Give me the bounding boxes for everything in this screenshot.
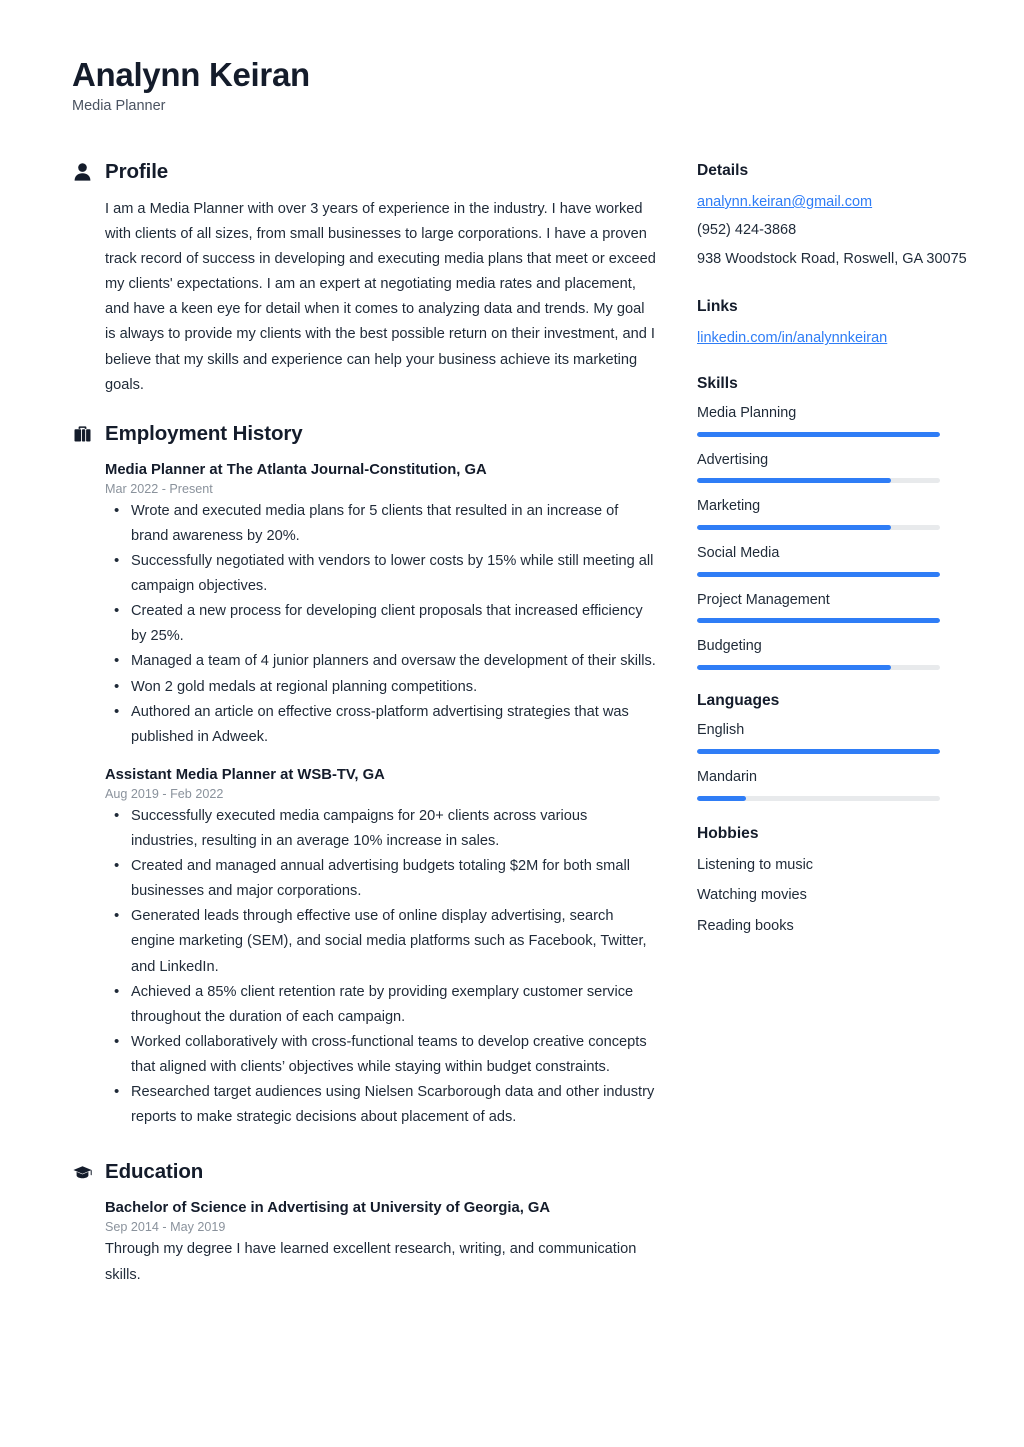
section-employment-body [72,459,657,1131]
skill-bar-fill [697,478,891,483]
employment-entry-title: Assistant Media Planner at WSB-TV, GA [105,766,385,783]
sidebar-links-title: Links [697,298,738,316]
section-profile-title: Profile [105,159,169,183]
list-item: • Wrote and executed media plans for 5 clients that resulted in an increase of brand awareness by 20%. [105,499,657,549]
skill-bar-fill [697,525,891,530]
list-item: • Won 2 gold medals at regional planning competitions. [105,675,657,700]
candidate-job-title: Media Planner [72,97,166,114]
employment-entry-date: Mar 2022 - Present [105,481,213,496]
person-icon [72,161,92,182]
linkedin-link[interactable]: linkedin.com/in/analynnkeiran [697,330,888,347]
main-column [72,160,657,1312]
skill-bar-track [697,432,940,437]
skill-label: Social Media [697,545,780,562]
hobby-item: Watching movies [697,887,807,904]
language-bar-track [697,749,940,754]
skill-item [697,591,997,624]
employment-entry-bullets [105,804,657,1130]
list-item: • Worked collaboratively with cross-functional teams to develop creative concepts that aligned with clients’ objectives while staying within budget constraints. [105,1030,657,1080]
skill-label: Media Planning [697,404,797,421]
list-item: • Researched target audiences using Nielsen Scarborough data and other industry reports to make strategic decisions about placement of ads. [105,1080,657,1130]
language-bar-fill [697,796,746,801]
list-item: • Created a new process for developing client proposals that increased efficiency by 25%. [105,599,657,649]
email-link[interactable]: analynn.keiran@gmail.com [697,193,873,210]
skill-bar-track [697,618,940,623]
sidebar-details-title: Details [697,161,749,179]
phone-text: (952) 424-3868 [697,222,797,239]
skill-item [697,451,997,484]
sidebar-languages-title: Languages [697,692,780,710]
education-entry-date: Sep 2014 - May 2019 [105,1220,226,1235]
sidebar-column [697,160,997,965]
employment-entry-bullets [105,499,657,750]
list-item: • Successfully negotiated with vendors to lower costs by 15% while still meeting all campaign objectives. [105,549,657,599]
education-entry-title: Bachelor of Science in Advertising at University of Georgia, GA [105,1200,551,1217]
list-item: • Generated leads through effective use of online display advertising, search engine marketing (SEM), and social media platforms such as Facebook, Twitter, and LinkedIn. [105,904,657,979]
profile-text: I am a Media Planner with over 3 years of experience in the industry. I have worked with clients of all sizes, from small businesses to large corporations. I have a proven track record of success in developing and executing media plans that meet or exceed my clients' expectations. I am an expert at negotiating media rates and placement, and have a keen eye for detail when it comes to analyzing data and trends. My goal is always to provide my clients with the best possible return on their investment, and I believe that my skills and experience can help your business achieve its marketing goals. [105,200,656,393]
language-bar-fill [697,749,940,754]
skill-label: Marketing [697,498,761,515]
employment-entry-date: Aug 2019 - Feb 2022 [105,787,224,801]
address-text: 938 Woodstock Road, Roswell, GA 30075 [697,250,967,267]
sidebar-hobbies-title: Hobbies [697,824,759,842]
sidebar-skills [697,375,997,670]
skill-item [697,404,997,437]
sidebar-hobbies [697,825,997,938]
section-profile [72,160,657,398]
skill-bar-fill [697,665,891,670]
sidebar-details [697,162,997,271]
skill-item [697,637,997,670]
language-bar-track [697,796,940,801]
skill-label: Advertising [697,451,769,468]
education-entry [105,1197,657,1287]
employment-entry [105,764,657,1130]
list-item: • Created and managed annual advertising budgets totaling $2M for both small businesses and major corporations. [105,854,657,904]
skill-bar-track [697,572,940,577]
candidate-name: Analynn Keiran [72,56,310,93]
skill-bar-fill [697,618,940,623]
section-education-title: Education [105,1160,204,1184]
list-item: • Managed a team of 4 junior planners and oversaw the development of their skills. [105,649,657,674]
resume-header [72,56,952,114]
list-item: • Achieved a 85% client retention rate by providing exemplary customer service throughout the duration of each campaign. [105,980,657,1030]
sidebar-links [697,298,997,350]
sidebar-languages [697,692,997,800]
skill-bar-fill [697,572,940,577]
section-profile-header [72,160,657,184]
resume-columns [72,159,967,1312]
section-employment [72,422,657,1131]
section-education [72,1160,657,1287]
skill-label: Project Management [697,591,830,608]
skill-bar-fill [697,432,940,437]
section-education-header [72,1160,657,1184]
language-item [697,721,997,754]
language-item [697,768,997,801]
skill-bar-track [697,478,940,483]
education-entry-description: Through my degree I have learned excellent research, writing, and communication skills. [105,1241,637,1283]
skill-bar-track [697,525,940,530]
language-label: English [697,722,745,739]
briefcase-icon [72,423,92,444]
list-item: • Successfully executed media campaigns for 20+ clients across various industries, resulting in an average 10% increase in sales. [105,804,657,854]
section-employment-header [72,422,657,446]
section-employment-title: Employment History [105,421,303,445]
section-education-body [72,1197,657,1287]
language-label: Mandarin [697,768,757,785]
list-item: • Authored an article on effective cross-platform advertising strategies that was published in Adweek. [105,700,657,750]
employment-entry [105,459,657,750]
skill-label: Budgeting [697,638,762,655]
employment-entry-title: Media Planner at The Atlanta Journal-Constitution, GA [105,461,487,478]
hobby-item: Reading books [697,917,794,934]
graduation-cap-icon [72,1162,92,1183]
hobby-item: Listening to music [697,856,814,873]
skill-bar-track [697,665,940,670]
sidebar-skills-title: Skills [697,374,738,392]
skill-item [697,497,997,530]
skill-item [697,544,997,577]
section-profile-body [72,197,657,398]
